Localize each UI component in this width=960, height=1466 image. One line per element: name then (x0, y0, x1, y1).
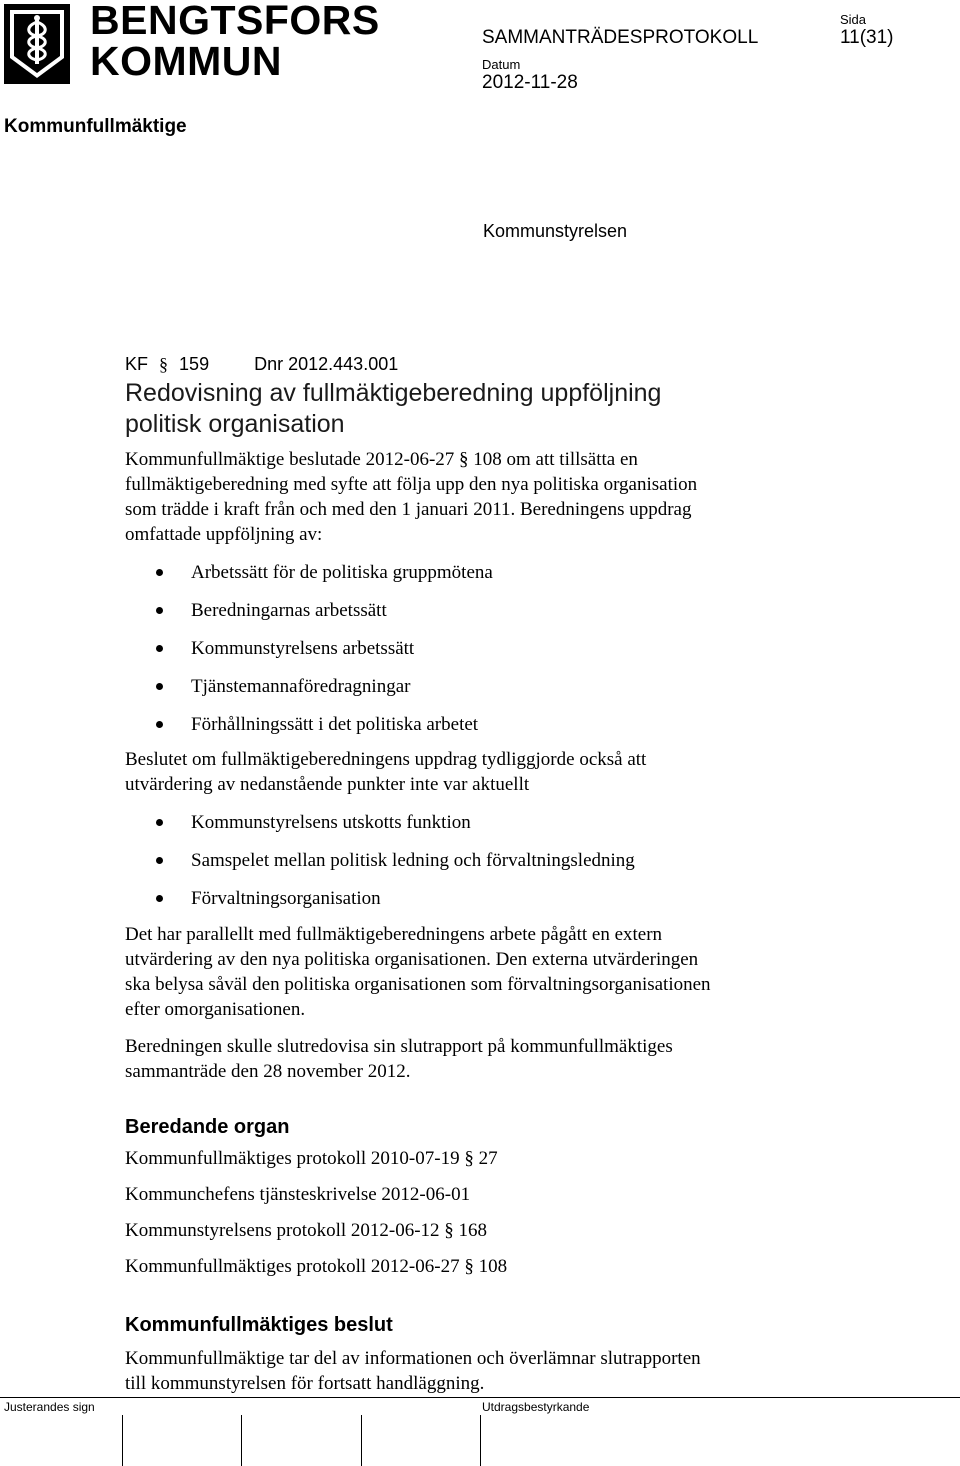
paragraph-line: omfattade uppföljning av: (125, 524, 323, 545)
date-label: Datum (482, 57, 521, 72)
paragraph-line: Det har parallellt med fullmäktigeberedningens arbete pågått en extern (125, 924, 663, 945)
case-kf: KF (125, 354, 149, 374)
list-item: Förvaltningsorganisation (125, 886, 825, 924)
signature-box-divider (361, 1415, 362, 1466)
list-item: Beredningarnas arbetssätt (125, 598, 825, 636)
decision-text (125, 1346, 845, 1396)
excluded-items-list (125, 810, 825, 924)
brand-name (90, 0, 380, 82)
reference-item: Kommunchefens tjänsteskrivelse 2012-06-01 (125, 1184, 471, 1205)
paragraph-line: Kommunfullmäktige beslutade 2012-06-27 § 108 om att tillsätta en (125, 449, 638, 470)
signature-box-divider (241, 1415, 242, 1466)
paragraph-external-evaluation (125, 922, 845, 1022)
paragraph-line: Beredningen skulle slutredovisa sin slutrapport på kommunfullmäktiges (125, 1036, 673, 1057)
paragraph-line: Kommunfullmäktige tar del av informationen och överlämnar slutrapporten (125, 1348, 701, 1369)
list-item: Kommunstyrelsens arbetssätt (125, 636, 825, 674)
reference-item: Kommunfullmäktiges protokoll 2010-07-19 § 27 (125, 1148, 498, 1169)
page-number: 11(31) (840, 27, 894, 48)
list-item: Kommunstyrelsens utskotts funktion (125, 810, 825, 848)
paragraph-line: efter omorganisationen. (125, 999, 306, 1020)
paragraph-line: som trädde i kraft från och med den 1 januari 2011. Beredningens uppdrag (125, 499, 692, 520)
case-reference (125, 354, 398, 375)
case-number: 159 (179, 354, 210, 374)
paragraph-line: utvärdering av nedanstående punkter inte var aktuellt (125, 774, 530, 795)
section-sign: § (159, 354, 169, 374)
signature-label: Justerandes sign (4, 1400, 95, 1414)
footer-divider (0, 1397, 960, 1398)
reference-item: Kommunstyrelsens protokoll 2012-06-12 § 168 (125, 1220, 488, 1241)
case-title (125, 378, 885, 440)
list-item: Förhållningssätt i det politiska arbetet (125, 712, 825, 750)
paragraph-background (125, 447, 825, 547)
paragraph-line: fullmäktigeberedning med syfte att följa upp den nya politiska organisation (125, 474, 698, 495)
case-title-line-1: Redovisning av fullmäktigeberedning uppföljning (125, 379, 662, 407)
list-item: Arbetssätt för de politiska gruppmötena (125, 560, 825, 598)
signature-box-divider (480, 1415, 481, 1466)
municipal-logo (4, 4, 70, 84)
heading-council-decision: Kommunfullmäktiges beslut (125, 1314, 393, 1336)
board-name: Kommunstyrelsen (483, 221, 628, 241)
paragraph-final-report (125, 1034, 825, 1084)
paragraph-line: utvärdering av den nya politiska organisationen. Den externa utvärderingen (125, 949, 699, 970)
case-dnr: Dnr 2012.443.001 (254, 354, 399, 374)
document-type: SAMMANTRÄDESPROTOKOLL (482, 27, 759, 48)
case-title-line-2: politisk organisation (125, 410, 345, 438)
council-name: Kommunfullmäktige (4, 116, 187, 137)
paragraph-exclusions (125, 747, 825, 797)
reference-item: Kommunfullmäktiges protokoll 2012-06-27 § 108 (125, 1256, 508, 1277)
paragraph-line: till kommunstyrelsen för fortsatt handläggning. (125, 1373, 485, 1394)
signature-box-divider (122, 1415, 123, 1466)
paragraph-line: sammanträde den 28 november 2012. (125, 1061, 411, 1082)
brand-line-1: BENGTSFORS (90, 0, 380, 43)
heading-preparatory-bodies: Beredande organ (125, 1116, 290, 1138)
list-item: Tjänstemannaföredragningar (125, 674, 825, 712)
list-item: Samspelet mellan politisk ledning och förvaltningsledning (125, 848, 825, 886)
meeting-date: 2012-11-28 (482, 72, 578, 93)
extract-certification-label: Utdragsbestyrkande (482, 1400, 590, 1414)
paragraph-line: Beslutet om fullmäktigeberedningens uppdrag tydliggjorde också att (125, 749, 647, 770)
page-label: Sida (840, 12, 867, 27)
review-scope-list (125, 560, 825, 750)
paragraph-line: ska belysa såväl den politiska organisationen som förvaltningsorganisationen (125, 974, 711, 995)
brand-line-2: KOMMUN (90, 38, 283, 84)
